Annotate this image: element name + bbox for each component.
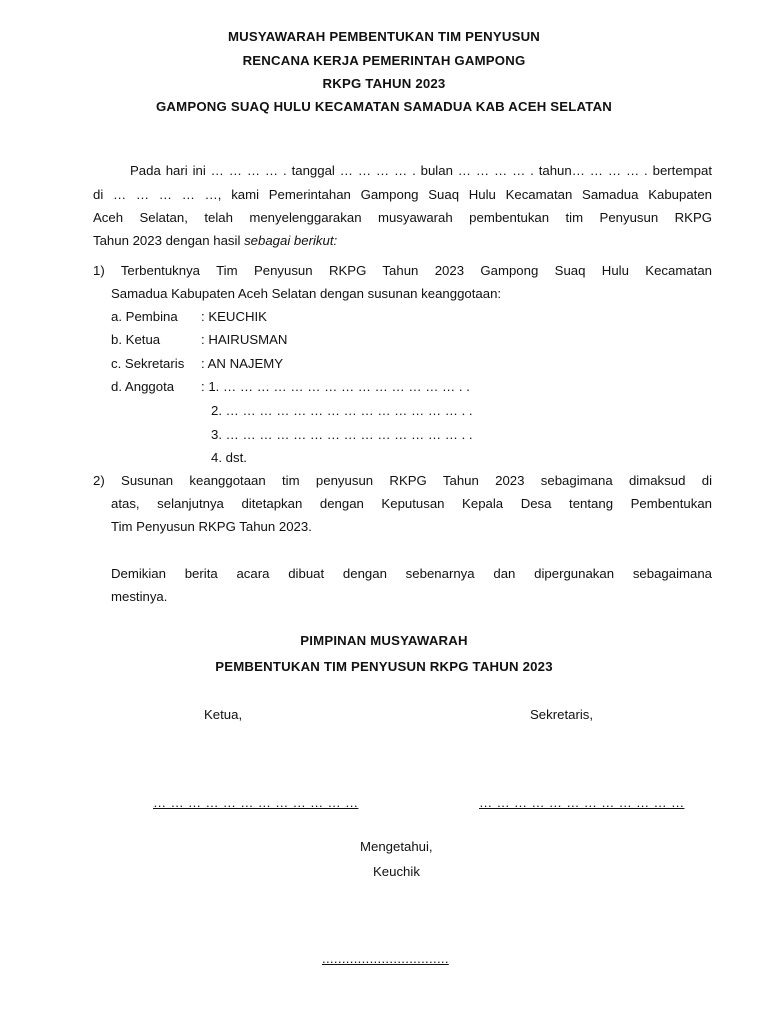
member-value-sekretaris: : AN NAJEMY (201, 356, 284, 371)
doc-title-line-4: GAMPONG SUAQ HULU KECAMATAN SAMADUA KAB ACEH SELATAN (155, 99, 613, 114)
sekretaris-signature-line: … … … … … … … … … … … … (479, 795, 685, 810)
item-1-line-2: Samadua Kabupaten Aceh Selatan dengan susunan keanggotaan: (111, 286, 502, 301)
member-value-anggota-2: 2. … … … … … … … … … … … … … … . . (211, 403, 473, 418)
item-2-line-3: Tim Penyusun RKPG Tahun 2023. (111, 519, 312, 534)
intro-line-4-text: Tahun 2023 dengan hasil (93, 233, 245, 248)
member-value-pembina: : KEUCHIK (201, 309, 267, 324)
item-2-line-1: 2) Susunan keanggotaan tim penyusun RKPG Tahun 2023 sebagimana dimaksud di (93, 473, 712, 488)
intro-line-4-italic: sebagai berikut: (244, 233, 338, 248)
mengetahui-label: Mengetahui, (360, 839, 433, 854)
ketua-signature-line: … … … … … … … … … … … … (153, 795, 359, 810)
doc-title-line-1: MUSYAWARAH PEMBENTUKAN TIM PENYUSUN (227, 29, 541, 44)
member-label-anggota: d. Anggota (111, 379, 175, 394)
doc-title-line-3: RKPG TAHUN 2023 (322, 76, 446, 91)
sekretaris-label: Sekretaris, (530, 707, 594, 722)
keuchik-label: Keuchik (373, 864, 420, 879)
closing-line-1: Demikian berita acara dibuat dengan sebenarnya dan dipergunakan sebagaimana (111, 566, 712, 581)
item-1-line-1: 1) Terbentuknya Tim Penyusun RKPG Tahun 2023 Gampong Suaq Hulu Kecamatan (93, 263, 712, 278)
intro-line-3: Aceh Selatan, telah menyelenggarakan musyawarah pembentukan tim Penyusun RKPG (93, 210, 712, 225)
item-2-line-2: atas, selanjutnya ditetapkan dengan Keputusan Kepala Desa tentang Pembentukan (111, 496, 712, 511)
member-value-anggota-1: : 1. … … … … … … … … … … … … … … . . (201, 379, 470, 394)
ketua-label: Ketua, (204, 707, 243, 722)
doc-title-line-2: RENCANA KERJA PEMERINTAH GAMPONG (242, 53, 526, 68)
member-label-pembina: a. Pembina (111, 309, 178, 324)
member-value-anggota-3: 3. … … … … … … … … … … … … … … . . (211, 427, 473, 442)
closing-line-2: mestinya. (111, 589, 168, 604)
intro-line-4 (93, 232, 337, 250)
signature-title-2: PEMBENTUKAN TIM PENYUSUN RKPG TAHUN 2023 (215, 659, 553, 674)
member-value-ketua: : HAIRUSMAN (201, 332, 288, 347)
intro-line-2: di … … … … …, kami Pemerintahan Gampong Suaq Hulu Kecamatan Samadua Kabupaten (93, 187, 712, 202)
intro-line-1: Pada hari ini … … … … . tanggal … … … … . bulan … … … … . tahun… … … … . bertempat (130, 163, 712, 178)
signature-title-1: PIMPINAN MUSYAWARAH (300, 633, 468, 648)
member-value-anggota-dst: 4. dst. (211, 450, 247, 465)
member-label-ketua: b. Ketua (111, 332, 161, 347)
member-label-sekretaris: c. Sekretaris (111, 356, 185, 371)
keuchik-signature-line: ................................ (322, 951, 449, 966)
